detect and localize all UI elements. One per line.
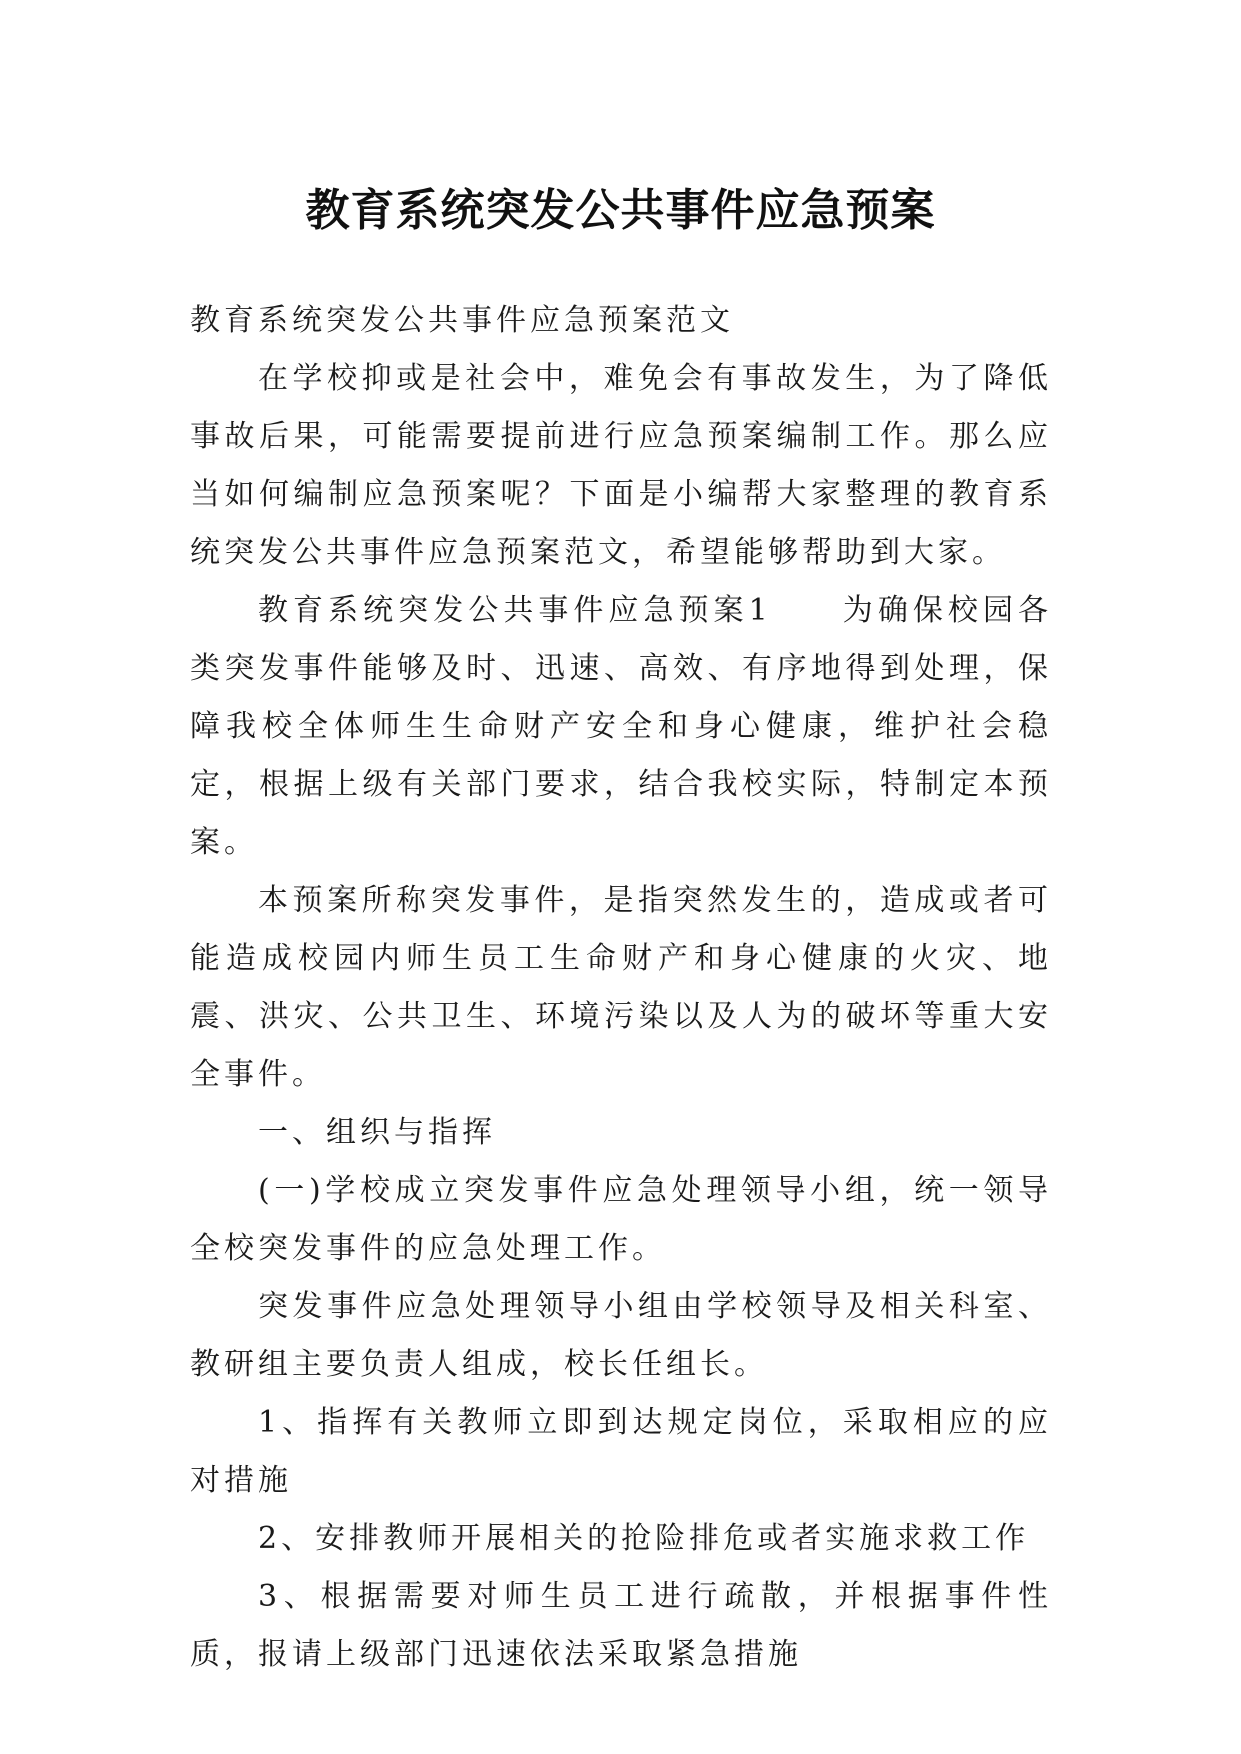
list-item-3: 3、根据需要对师生员工进行疏散，并根据事件性质，报请上级部门迅速依法采取紧急措施 bbox=[190, 1579, 1052, 1672]
document-subtitle: 教育系统突发公共事件应急预案范文 bbox=[190, 303, 734, 338]
paragraph-definition: 本预案所称突发事件，是指突然发生的，造成或者可能造成校园内师生员工生命财产和身心健康的火灾、地震、洪灾、公共卫生、环境污染以及人为的破坏等重大安全事件。 bbox=[190, 883, 1052, 1092]
paragraph-intro: 在学校抑或是社会中，难免会有事故发生，为了降低事故后果，可能需要提前进行应急预案编制工作。那么应当如何编制应急预案呢？下面是小编帮大家整理的教育系统突发公共事件应急预案范文，希望能够帮助到大家。 bbox=[190, 361, 1052, 570]
list-item-2: 2、安排教师开展相关的抢险排危或者实施求救工作 bbox=[258, 1521, 1030, 1556]
section-heading-organization: 一、组织与指挥 bbox=[258, 1115, 496, 1150]
list-item-1: 1、指挥有关教师立即到达规定岗位，采取相应的应对措施 bbox=[190, 1405, 1052, 1498]
paragraph-group-members: 突发事件应急处理领导小组由学校领导及相关科室、教研组主要负责人组成，校长任组长。 bbox=[190, 1289, 1052, 1382]
document-body bbox=[190, 292, 1052, 1684]
paragraph-plan-1: 教育系统突发公共事件应急预案1 为确保校园各类突发事件能够及时、迅速、高效、有序地得到处理，保障我校全体师生生命财产安全和身心健康，维护社会稳定，根据上级有关部门要求，结合我校实际，特制定本预案。 bbox=[190, 593, 1052, 860]
document-title: 教育系统突发公共事件应急预案 bbox=[305, 185, 936, 237]
paragraph-leadership-group: (一)学校成立突发事件应急处理领导小组，统一领导全校突发事件的应急处理工作。 bbox=[190, 1173, 1052, 1266]
